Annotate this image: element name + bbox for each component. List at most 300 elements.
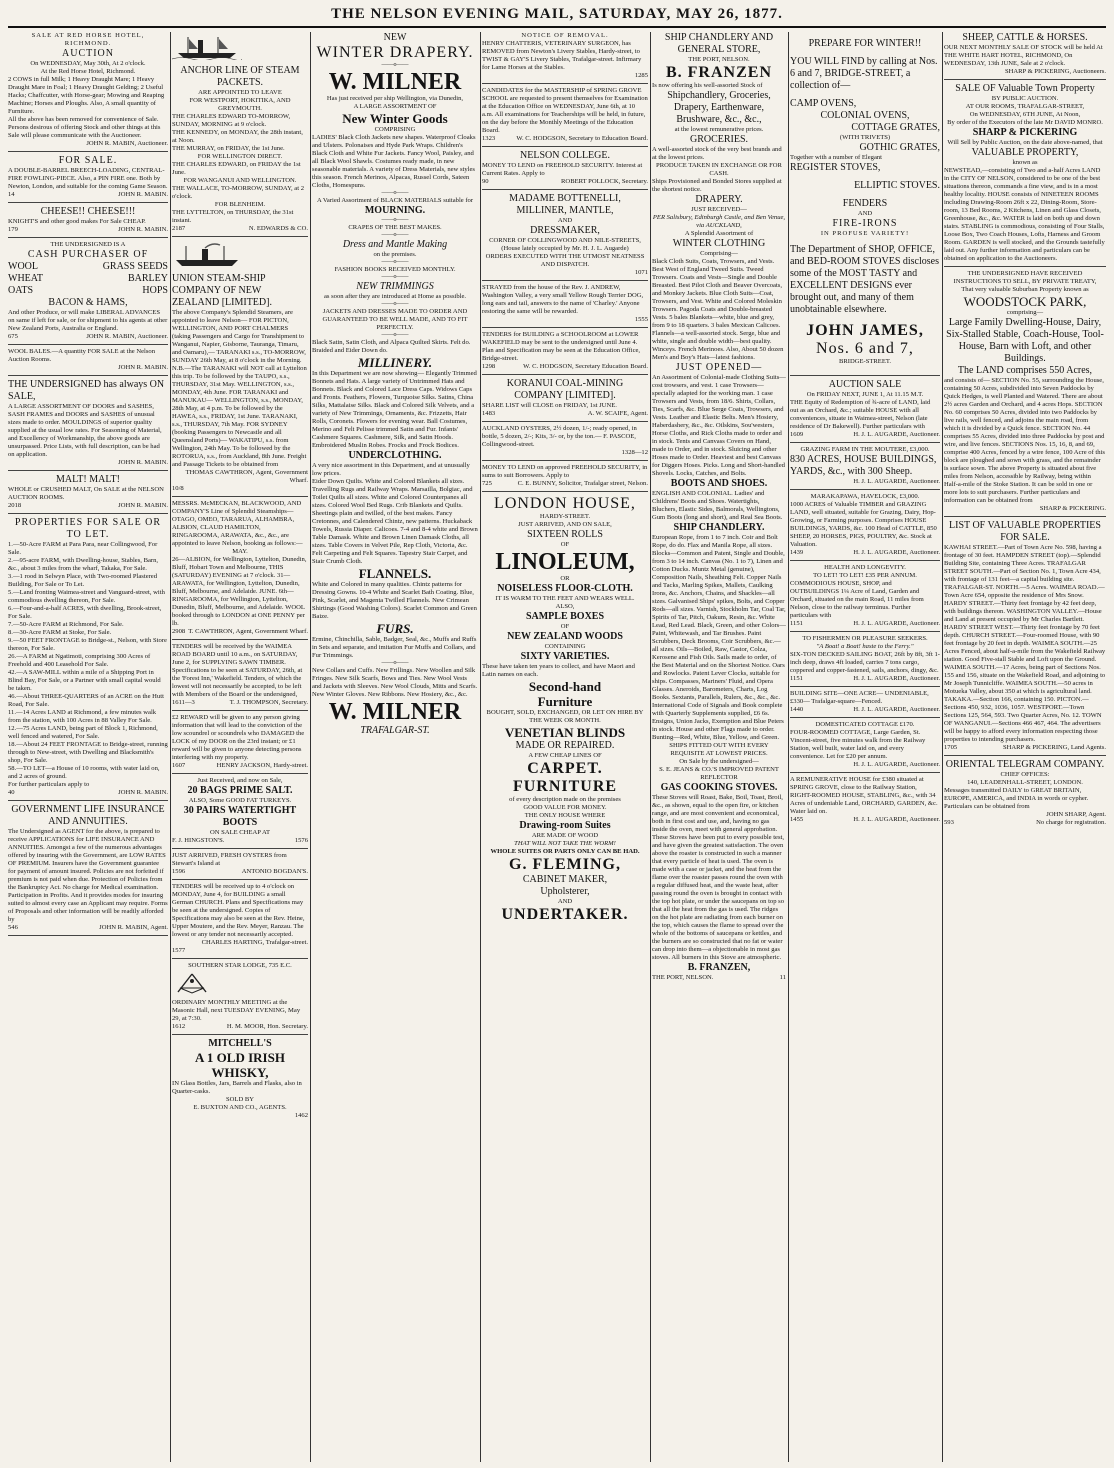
drapery-subheading: A Varied Assortment of BLACK MATERIALS suitable for (316, 197, 474, 204)
merchant-name: G. FLEMING, (509, 856, 621, 873)
advert-headline: Furniture (537, 694, 593, 709)
advert-number: 1440 (790, 706, 804, 713)
advert-number: 725 (482, 480, 492, 487)
advert-number: 1483 (482, 410, 496, 417)
advert-number: 1555 (634, 316, 648, 323)
advert-john-james (790, 32, 940, 376)
advert-signature: H. J. L. AUGARDE, Auctioneer. (853, 620, 940, 627)
advert-subtitle: ARE MADE OF WOOD (531, 832, 599, 839)
drapery-title: WINTER DRAPERY. (316, 44, 474, 61)
advert-hingston (172, 777, 308, 849)
advert-address: 140, LEADENHALL-STREET, LONDON. (967, 779, 1083, 786)
advert-title: 20 BAGS PRIME SALT. (187, 785, 293, 796)
advert-subtitle: CABINET MAKER, (522, 874, 608, 885)
property-item: 6.—Four-and-a-half ACRES, with dwelling, Brook-street, For Sale. (8, 605, 162, 620)
drapery-headline: FURS. (376, 621, 414, 636)
advert-title: MALT! MALT! (56, 474, 120, 485)
advert-body: A LARGE ASSORTMENT OF DOORS and SASHES, SASH FRAMES and DOORS and SASHES of unusual sizes made to order. MOULDINGS of superior quality supplied at the usual low rates. For Seasoning of Material, and Excellency of Workmanship, the above goods are unsurpassed. Price Lists, with full description, can be had on application. (8, 403, 162, 458)
advert-signature: H. M. MOOR, Hon. Secretary. (226, 1023, 308, 1030)
property-item: 42.—A SAW-MILL within a mile of a Shipping Port in Blind Bay, For Sale, or a Partner with small capital would be taken. (8, 669, 161, 692)
drapery-headline: MILLINERY. (357, 355, 433, 370)
column-rule (170, 32, 171, 1462)
advert-cottage (790, 721, 940, 773)
advert-title: TO FISHERMEN OR PLEASURE SEEKERS. (802, 635, 928, 642)
column-7 (944, 32, 1106, 1462)
advert-signature: THOMAS CAWTHRON, Agent, Government Wharf. (185, 469, 308, 484)
advert-strayed-dog (482, 284, 648, 328)
advert-title: UNION STEAM-SHIP COMPANY OF NEW ZEALAND [LIMITED]. (172, 273, 272, 308)
advert-signature: H. J. L. AUGARDE, Auctioneer. (853, 706, 940, 713)
advert-body: A REMUNERATIVE HOUSE for £380 situated at SPRING GROVE, close to the Railway Station, RIGHT-ROOMED HOUSE, STABLING, &c., with 34 Acres of undeniable Land, ORCHARD, GARDEN, &c. Water laid on. (790, 776, 938, 815)
advert-body: BOUGHT, SOLD, EXCHANGED, OR LET ON HIRE BY THE WEEK OR MONTH. (486, 709, 644, 724)
column-rule (650, 32, 651, 1462)
advert-list-of-properties (944, 520, 1106, 756)
advert-subtitle: ARE APPOINTED TO LEAVE (198, 89, 282, 96)
merchant-name: B. FRANZEN (665, 64, 772, 81)
advert-number: 1705 (944, 744, 958, 751)
advert-cash-purchaser (8, 241, 168, 345)
stock-list: European Rope, from 1 to 7 inch. Coir and Bolt Rope, do do. Flax and Manila Rope, all sizes. Blocks—Common and Patent, Single and Double, from 3 to 14 inch. Canvas (No. 1 to 7), Linen and Cotton Ducks. Muntz Metal (genuine), Composition Nails, Sheathing Felt. Copper Nails and Tacks, Marling Spikes, Mallets, Caulking Irons, &c. Anchors, Chains, and Shackles—all sizes. Galvanised Ships' spikes, Bolts, and Copper Rods—all sizes. Varnish, Stockholm Tar, Coal Tar, Spirits of Tar, Pitch, Oakum, Resin, &c. White Lead, Red Lead. Black, Green, and other Colors—Paint, Whitewash, and Tar Brushes. Paint Scrubbers, Deck Brooms, Coir Scrubbers, &c.—all sizes. Oils—Boiled, Raw, Castor, Colza, Kerosene and Fish Oils. Sails made to order, of the Best Material and on the Shortest Notice. Oars and Rowlocks. Patent Lever Clocks, suitable for ships. Compasses, Mariners' Fluid, and Opera Glasses. Aneroids, Barometers, Charts, Log Books. Sextants, Parallels, Rulers, &c., &c., &c. International Code of Signals and Book complete with Quarterly Supplements supplied, £6 6s. Ensigns, Union Jacks, Exemption and Blue Peters in stock. House and other Flags made to order. Bunting—Red, White, Blue, Yellow, and Green. (652, 534, 786, 741)
advert-signature: H. J. L. AUGARDE, Auctioneer. (853, 478, 940, 485)
advert-address: CORNER OF COLLINGWOOD AND NILE-STREETS, (489, 237, 641, 244)
advert-headline: VENETIAN BLINDS (504, 725, 626, 740)
advert-body: ORDERS EXECUTED WITH THE UTMOST NEATNESS AND DISPATCH. (485, 253, 645, 268)
advert-body: HENRY CHATTERIS, VETERINARY SURGEON, has REMOVED from Newton's Livery Stables, Hardy-street, to TWIST & GAY'S Livery Stables, Trafalgar-street. Infirmary for Lame Horses at the Stables. (482, 40, 642, 71)
advert-note: By order of the Executors of the late Mr DAVID MONRO. (947, 119, 1103, 126)
advert-town-property (944, 83, 1106, 267)
section-heading: JUST OPENED— (675, 362, 763, 373)
advert-body: TENDERS will be received up to 4 o'clock on MONDAY, June 4, for BUILDING a small German CHURCH. Plans and Specifications may be seen at the undersigned. Copies of Specifications may also be seen at the Rev. Heine, Upper Moutere, and the Rev. Meyer, Ranzau. The lowest or any tender not necessarily accepted. (172, 883, 305, 938)
advert-title: PREPARE FOR WINTER!! (808, 38, 922, 49)
advert-body: NEWSTEAD,—consisting of Two and a-half Acres LAND in the CITY OF NELSON, considered to be one of the best situations thereon, commands a fine view, and is in a most healthy locality. HOUSE consists of NINETEEN ROOMS including Drawing-Room 26ft x 22, Dining-Room, Store-room, 13 Bed Rooms, 2 Kitchens, Linen and Glass Closets, Greenhouse, &c., &c. WATER is laid on both up and down stairs. STABLING is commodious, consisting of Four Stalls, Loose Box, Two Coach Houses, Lofts, Harness and Groom Room. GARDEN is well stocked, and the Grounds tastefully laid out. Any further information and particulars can be obtained on application to the Auctioneers. (944, 167, 1105, 262)
advert-note: No charge for registration. (1036, 819, 1106, 826)
advert-masonic-lodge (172, 962, 308, 1035)
stove-item: FIRE-IRONS (832, 218, 898, 229)
property-item: 11.—14 Acres LAND at Richmond, a few minutes walk from the station, with 100 Acres in 88 Valley For Sale. (8, 709, 157, 724)
advert-subtitle: TO LET! TO LET! £35 PER ANNUM. (813, 572, 917, 579)
property-item: 12.—75 Acres LAND, being part of Block 1, Richmond, well fenced and watered, For Sale. (8, 725, 158, 740)
advert-headline: The LAND comprises 550 Acres, (957, 365, 1093, 376)
advert-subtitle: JUST ARRIVED, AND ON SALE, (518, 521, 612, 528)
stove-item: ELLIPTIC STOVES. (854, 180, 940, 191)
advert-body: Will Sell by Public Auction, on the date above-named, that (947, 139, 1103, 146)
advert-money-to-lend (482, 464, 648, 492)
advert-number: 1328—12 (621, 449, 648, 456)
drapery-list: New Collars and Cuffs. New Frillings. New Woollen and Silk Fringes. New Silk Scarfs, Bows and Ties. New Wool Vests and Jackets with Sleeves. New Wool Clouds, Mitts and Scarfs. New Winter Gloves. New Ribbons. New Hosiery, &c., &c. (312, 667, 478, 698)
advert-subtitle: AND (557, 217, 573, 224)
advert-number: 2908 (172, 628, 186, 635)
advert-place: At the Red Horse Hotel, Richmond. (40, 68, 136, 75)
advert-signature: JOHN SHARP, Agent. (1046, 811, 1106, 818)
advert-headline: WOODSTOCK PARK, (963, 294, 1087, 309)
advert-body: Messages transmitted DAILY to GREAT BRITAIN, EUROPE, AMERICA, and INDIA in words or cypher. Particulars can be obtained from (944, 787, 1089, 810)
advert-title: CHEESE!! CHEESE!!! (40, 206, 136, 217)
advert-headline: NOISELESS FLOOR-CLOTH. (497, 583, 633, 594)
advert-signature: E. BUXTON AND CO., AGENTS. (193, 1104, 287, 1111)
drapery-headline: UNDERCLOTHING. (348, 450, 442, 461)
advert-body: 26—ALBION, for Wellington, Lyttelton, Dunedin, Bluff, Hobart Town and Melbourne, THIS (SATURDAY) EVENING at 7 o'clock. 31—ARAWATA, for Wellington, Lyttelton, Dunedin, Bluff, Melbourne, and Adelaide. JUNE. 6th—RINGAROOMA, for Wellington, Lyttelton, Dunedin, Bluff, Melbourne, and Adelaide. WOOL booked through to LONDON at ONE PENNY per lb. (172, 556, 307, 627)
route-heading: FOR WANGANUI AND WELLINGTON. (183, 177, 297, 184)
advert-auction-sale-june (790, 379, 940, 443)
stove-item: REGISTER STOVES, (790, 162, 881, 173)
advert-quote: "A Boat! a Boat! haste to the Ferry." (816, 643, 914, 650)
advert-body: COMMODIOUS HOUSE, SHOP, and OUTBUILDINGS 1¼ Acre of Land, Garden and Orchard, situated on the main Road, 11 miles from Nelson, close to the railway terminus. Further particulars with (790, 580, 924, 619)
column-rule (480, 32, 481, 1462)
stock-list: Black Cloth Suits, Coats, Trowsers, and Vests. Best West of England Tweed Suits. Tweed Trowsers. Coats and Vests—Single and Double Breasted. Best Pilot Cloth and Beaver Overcoats, and Monkey Jackets. Blue Cloth Suits—Coat, Trowsers, and Vest. White and Colored Moleskin Trowsers. Pagoda Coats and Double-breasted Vests. 5 bales Blankets—white, blue and grey, from 9 to 18 quarters. 3 bales Mexican Calicoes. Flannels—a well-assorted stock. Serge, blue and white, single and double width—best quality. Winceys. French Merinoes. Also, About 50 dozen Men's and Boy's Hats—latest fashions. (652, 258, 784, 361)
advert-number: 11 (779, 974, 786, 981)
advert-title: MESSRS. McMECKAN, BLACKWOOD, AND COMPANY'S Line of Splendid Steamships—OTAGO, OMEO, TARARUA, ALHAMBRA, ALBION, CLAUD HAMILTON, RINGAROOMA, ARAWATA, &c., &c., are appointed to leave Nelson, booking as follows:— (172, 500, 303, 547)
advert-date: On WEDNESDAY, May 30th, At 2 o'clock. (30, 60, 146, 67)
advert-signature: HENRY JACKSON, Hardy-street. (216, 762, 308, 769)
advert-signature: SHARP & PICKERING, Auctioneers. (1004, 68, 1106, 75)
column-2 (172, 32, 308, 1462)
advert-subtitle: MILLINER, MANTLE, (516, 205, 614, 216)
advert-body: WHOLE SUITES OR PARTS ONLY CAN BE HAD. (490, 848, 640, 855)
drapery-list: LADIES' Black Cloth Jackets new shapes. Waterproof Cloaks and Ulsters. Polonaises and Hyde Park Wraps. Children's Black Cloth and White Fur Jackets. Fancy Wool, Paisley, and all Black Wool Shawls. Costumes ready made, in new seasonable materials. A variety of Dress Materials, new styles this season. French Merinos, Alpacas, Russel Cords, Sateen Cloths, Homespuns. (312, 134, 476, 189)
advert-union-steamship (172, 240, 308, 497)
advert-title: KORANUI COAL-MINING COMPANY [LIMITED]. (506, 378, 624, 401)
advert-subtitle: SIXTEEN ROLLS (527, 529, 603, 540)
advert-body: FOUR-ROOMED COTTAGE, Large Garden, St. Vincent-street, five minutes walk from the Railway Station, well built, water laid on, and every convenience. Let for £20 per annum. (790, 729, 926, 760)
section-heading: GROCERIES. (689, 134, 749, 145)
advert-marakapawa (790, 493, 940, 561)
advert-subtitle: comprising— (1006, 309, 1044, 316)
drapery-list: In this Department we are now showing— Elegantly Trimmed Bonnets and Hats. A large variety of Untrimmed Hats and Bonnets. Black and Colored Lace Dress Caps. Widows Caps and Fronts. Feathers, Flowers, Turquoise Silks. Satins, China Silks, Mattalaise Silks. Black and Colored Silk Velvets, and a variety of New Trimmings, Ornaments, &c. Frizzetts, Hair Rolls, Coronets. Flowers for evening wear. Ball Costumes, Merino and Felt Pelisse trimmed Satin and Fur. Infants' Cashmere Squares. Cashmere, Silk, and Satin Hoods. Embroidered Muslin Robes. Frocks and Frock Bodices. (312, 370, 477, 449)
advert-title: AUCTION SALE (828, 379, 902, 390)
advert-signature: CHARLES HARTING, Trafalgar-street. (201, 939, 308, 946)
advert-signature: JOHN R. MABIN. (118, 789, 168, 796)
sailing: THE CHARLES EDWARD TO-MORROW, SUNDAY, MORNING at 9 o'clock. (172, 113, 291, 128)
advert-signature: H. J. L. AUGARDE, Auctioneer. (853, 675, 940, 682)
advert-firm: SHARP & PICKERING (972, 127, 1078, 138)
column-3: NEW WINTER DRAPERY. ——o—— W. MILNER Has just received per ship Wellington, via Dunedin, A LARGE ASSORTMENT OF New Winter Goods COMPRISING LADIES' Black Cloth Jackets new shapes. Waterproof Cloaks and Ulsters. Polonaises and Hyde Park Wraps. Children's Black Cloth and White Fur Jackets. Fancy Wool, Paisley, and all Black Wool Shawls. Costumes ready made, in new seasonable materials. A variety of Dress Materials, new styles this season. French Merinos, Alpacas, Russel Cords, Sateen Cloths, Homespuns. ——o—— A Varied Assortment of BLACK MATERIALS suitable for MOURNING. ——o—— CRAPES OF THE BEST MAKES. ——o—— Dress and Mantle Making on the premises. ——o—— FASHION BOOKS RECEIVED MONTHLY. ——o—— NEW TRIMMINGS as soon after they are introduced at Home as possible. ——o—— JACKETS AND DRESSES MADE TO ORDER AND GUARANTEED TO BE WELL MADE, AND TO FIT PERFECTLY. ——o—— Black Satin, Satin Cloth, and Alpaca Quilted Skirts. Felt do. Braided and Eider Down do. MILLINERY. In this Department we are now showing— Elegantly Trimmed Bonnets and Hats. A large variety of Untrimmed Hats and Bonnets. Black and Colored Lace Dress Caps. Widows Caps and Fronts. Feathers, Flowers, Turquoise Silks. Satins, China Silks, Mattalaise Silks. Black and Colored Silk Velvets, and a variety of New Trimmings, Ornaments, &c. Frizzetts, Hair Rolls, Coronets. Flowers for evening wear. Ball Costumes, Merino and Felt Pelisse trimmed Satin and Fur. Infants' Cashmere Squares. Cashmere, Silk, and Satin Hoods. Embroidered Muslin Robes. Frocks and Frock Bodices. UNDERCLOTHING. A very nice assortment in this Department, and at unusually low prices. Eider Down Quilts. White and Colored Blankets all sizes. Travelling Rugs and Railway Wraps. Marsailla, Bolgiac, and Toilet Quilts all sizes. White and Colored Counterpanes all sizes. Colored Wool Bed Rugs. Crib Blankets and Quilts. Sheetings plain and twilled, of the best makes. Fancy Cretonnes, and Calendered Chintz, new patterns. Huckaback Towels, Russia Diaper. Calicoes. 7-4 and 8-4 white and Brown Table Damask. White and Brown Linen Damask Cloths, all sizes. Table Covers in Velvet Pile, Rep Cloth, Victoria, &c. Felt Carpeting and Felt Squares. Tapestry Stair Carpet, and Stair Crumb Cloth. FLANNELS. White and Colored in many qualities. Chintz patterns for Dressing Gowns. 10-4 White and Scarlet Bath Coating. Blue, Pink, Scarlet, and Magenta Twilled Flannels. New Crimean Shirtings (Good Washing Colors). Scarlet Common and Green Baize. FURS. Ermine, Chinchilla, Sable, Badger, Seal, &c., Muffs and Ruffs in Sets and separate, and imitation Fur Muffs and Collars, and Fur Trimmings. ——o—— New Collars and Cuffs. New Frillings. New Woollen and Silk Fringes. New Silk Scarfs, Bows and Ties. New Wool Vests and Jackets with Sleeves. New Wool Clouds, Mitts and Scarfs. New Winter Gloves. New Ribbons. New Hosiery, &c., &c. W. MILNER TRAFALGAR-ST. (312, 32, 478, 736)
advert-body: These Stoves will Roast, Bake, Boil, Toast, Broil, &c., as shown, equal to the open fire, or kitchen range, and are most convenient and economical, both in first cost and use, and, having no gas inside the oven, meet with general approbation. These Stoves have been put to every possible test, and have given the greatest satisfaction. The oven above the roaster is constructed in such a manner that every particle of heat is used. The oven is made with a case or jacket, and the heat from the flame over the roaster passes round the oven with a regular diffused heat, and the waste heat, after passing round the oven is brought in contact with the top hot plate, or under the saucepans on top so that all the heat from the gas is used. The ridges on the hot plate are radiating from each burner on the top, which causes the flame to spread over the whole of the bottoms of saucepans or kettles, and the burners are so constructed that no fat or water can drop into them—a objectionable in most gas stoves. All burners in this Stove are atmospheric. (652, 794, 785, 961)
advert-body: IT IS WARM TO THE FEET AND WEARS WELL. (495, 595, 635, 602)
advert-title: MARAKAPAWA, HAVELOCK, £3,000. (810, 493, 920, 500)
advert-subtitle: SOLD BY (225, 1096, 255, 1103)
advert-body: KNIGHT'S and other good makes For Sale CHEAP. (8, 218, 146, 225)
advert-signature: T. J. THOMPSON, Secretary. (229, 699, 308, 706)
advert-note: For further particulars apply to (8, 781, 90, 788)
advert-body: TENDERS will be received by the WAIMEA ROAD BOARD until 10 a.m., on SATURDAY, June 2, for SUPPLYING SAWN TIMBER. Specifications to be seen at SATURDAY, 26th, at the 'Forest Inn,' Wakefield. Tenders, of which the lowest will not necessarily be accepted, to be left with Members of the Board or the undersigned, (172, 643, 303, 698)
section-heading: GAS COOKING STOVES. (660, 782, 778, 793)
advert-signature: T. CAWTHRON, Agent, Government Wharf. (188, 628, 308, 635)
advert-number: 1577 (172, 947, 186, 954)
masthead: THE NELSON EVENING MAIL, SATURDAY, MAY 26, 1877. (331, 6, 783, 22)
advert-body: These have taken ten years to collect, and have Maori and Latin names on each. (482, 663, 635, 678)
property-item: 58.—TO LET—a House of 10 rooms, with water laid on, and 2 acres of ground. (8, 765, 160, 780)
advert-signature: JOHN R. MABIN. (118, 226, 168, 233)
advert-signature: ANTONIO BOGDAN'S. (241, 868, 308, 875)
advert-body: £2 REWARD will be given to any person giving information that will lead to the conviction of the low scoundrel or scoundrels who DAMAGED the LOCK of my DOOR on the 23rd instant; or £1 reward will be given to anyone detecting persons interfering with my property. (172, 714, 305, 761)
column-rule (788, 32, 789, 1462)
property-item: 26.—A FARM at Ngatimoti, comprising 300 Acres of Freehold and 400 Leasehold For Sale. (8, 653, 151, 668)
advert-signature: JOHN R. MABIN. (118, 191, 168, 198)
stove-item: (WITH TRIVETS) (839, 134, 891, 141)
drapery-headline: FLANNELS. (358, 566, 432, 581)
advert-title: PROPERTIES FOR SALE OR TO LET. (14, 517, 162, 540)
advert-headline: MADE OR REPAIRED. (515, 740, 615, 751)
advert-title: SALE OF Valuable Town Property (955, 83, 1095, 94)
advert-subtitle: On Sale by the undersigned— (679, 758, 759, 765)
advert-number: 1285 (634, 72, 648, 79)
advert-title: SHIP CHANDLERY AND GENERAL STORE, (664, 32, 774, 55)
advert-subtitle: JUST RECEIVED— (691, 206, 747, 213)
drapery-headline: New Winter Goods (342, 111, 448, 126)
advert-woodstock-park (944, 270, 1106, 517)
advert-title: DOMESTICATED COTTAGE £170. (815, 721, 915, 728)
advert-oysters (172, 852, 308, 880)
advert-number: 1611—3 (172, 699, 195, 706)
advert-body: TENDERS for BUILDING a SCHOOLROOM at LOWER WAKEFIELD may be sent to the undersigned until June 4. Plan and Specification may be seen at the Education Office, Bridge-street. (482, 331, 641, 362)
advert-body: ORDINARY MONTHLY MEETING at the Masonic Hall, next TUESDAY EVENING, May 29, at 7:30. (172, 999, 301, 1022)
advert-body: SIX-TON DECKED SAILING BOAT, 26ft by 8ft, 3ft 1-inch deep, draws 4ft loaded, carries 7 tons cargo, coppered and copper-fastened, sails, anchors, dingy, &c. (790, 651, 940, 674)
stove-item: COLONIAL OVENS, (820, 110, 910, 121)
column-1 (8, 32, 168, 1462)
advert-address: THE PORT, NELSON. (688, 56, 750, 63)
sailing: THE KENNEDY, on MONDAY, the 28th instant, at Noon. (172, 129, 303, 144)
advert-sailing-boat (790, 635, 940, 687)
advert-body: GOOD VALUE FOR MONEY. (523, 804, 607, 811)
advert-title: 30 PAIRS WATERTIGHT BOOTS (183, 805, 297, 828)
advert-body: MONEY TO LEND on approved FREEHOLD SECURITY, in sums to suit Borrowers. Apply to (482, 464, 648, 479)
advert-date: On WEDNESDAY, 6TH JUNE, At Noon, (969, 111, 1081, 118)
property-item: 46.—About THREE-QUARTERS of an ACRE on the Hutt Road, For Sale. (8, 693, 164, 708)
advert-body: Is now offering his well-assorted Stock of (652, 82, 763, 89)
advert-number: 90 (482, 178, 489, 185)
property-item: 3.—1 rood in Selwyn Place, with Two-roomed Plastered Building, For Sale or To Let. (8, 573, 158, 588)
sailing: THE CHARLES EDWARD, on FRIDAY the 1st June. (172, 161, 301, 176)
drapery-subheading: on the premises. (373, 251, 417, 258)
month-heading: MAY. (232, 548, 248, 555)
drapery-list: Eider Down Quilts. White and Colored Blankets all sizes. Travelling Rugs and Railway Wraps. Marsailla, Bolgiac, and Toilet Quilts all sizes. White and Colored Counterpanes all sizes. Colored Wool Bed Rugs. Crib Blankets and Quilts. Sheetings plain and twilled, of the best makes. Fancy Cretonnes, and Calendered Chintz, new patterns. Huckaback Towels, Russia Diaper. Calicoes. 7-4 and 8-4 white and Brown Table Damask. White and Brown Linen Damask Cloths, all sizes. Table Covers in Velvet Pile, Rep Cloth, Victoria, &c. Felt Carpeting and Felt Squares. Tapestry Stair Carpet, and Stair Crumb Cloth. (312, 478, 478, 565)
advert-signature: H. J. L. AUGARDE, Auctioneer. (853, 761, 940, 768)
advert-subtitle: OF (560, 623, 570, 630)
advert-title: NOTICE OF REMOVAL. (521, 32, 609, 39)
drapery-subheading: FASHION BOOKS RECEIVED MONTHLY. (334, 266, 456, 273)
advert-number: 1609 (790, 431, 804, 438)
advert-number: 1298 (482, 363, 496, 370)
advert-fowling-piece (8, 155, 168, 203)
drapery-list: Ermine, Chinchilla, Sable, Badger, Seal, &c., Muffs and Ruffs in Sets and separate, and imitation Fur Muffs and Collars, and Fur Trimmings. (312, 636, 477, 659)
advert-body: THE Equity of Redemption of ¾-acre of LAND, laid out as an Orchard, &c.; suitable HOUSE with all conveniences, situate in Waimea-street, Nelson (late residence of Dr Bakewell). Further particulars with (790, 399, 931, 430)
advert-number: 1151 (790, 620, 803, 627)
advert-reward (172, 714, 308, 774)
advert-body: And other Produce, or will make LIBERAL ADVANCES on same if left for sale, or for shipment to his agents at other New Zealand Ports, Australia or England. (8, 309, 168, 332)
advert-body: YOU WILL FIND by calling at Nos. 6 and 7, BRIDGE-STREET, a collection of— (790, 56, 938, 91)
masonic-emblem-icon (172, 972, 212, 994)
drapery-headline: NEW TRIMMINGS (356, 281, 434, 292)
masthead-rule (8, 26, 1106, 28)
advert-subtitle: A Splendid Assortment of (684, 230, 754, 237)
sailing: THE LYTTELTON, on THURSDAY, the 31st instant. (172, 209, 294, 224)
advert-number: 1323 (482, 135, 496, 142)
advert-subtitle: ALSO, Some GOOD FAT TURKEYS. (188, 797, 292, 804)
sailing: THE WALLACE, TO-MORROW, SUNDAY, at 2 o'clock. (172, 185, 305, 200)
merchant-address: BRIDGE-STREET. (838, 358, 892, 365)
section-heading: BOOTS AND SHOES. (670, 478, 768, 489)
advert-body: The above Company's Splendid Steamers, are appointed to leave Nelson— FOR PICTON, WELLINGTON, AND PORT CHALMERS (taking Passengers and Cargo for Transhipment to Wanganui, Napier, Gisborne, Tauranga, Timaru, and Oamaru),— TARANAKI s.s., TO-MORROW, SUNDAY 26th May, at 8 o'clock in the Morning. N.B.—The TARANAKI will NOT call at Lyttelton this trip. To be followed by the TAUPO, s.s., THURSDAY, 31st May. WELLINGTON, s.s., MONDAY, 4th June. FOR TARANAKI and MANUKAU— WELLINGTON, s.s., MONDAY, 28th May, at 4 p.m. To be followed by the HAWEA, s.s., FRIDAY, 1st June. TARANAKI, s.s., THURSDAY, 7th May. FOR SYDNEY (booking Passengers to Newcastle and all Queensland Ports)— WAKATIPU, s.s. from Wellington, 24th May. To be followed by the ROTORUA, s.s., from Auckland, 8th June. Freight and Passage Tickets to be obtained from (172, 309, 307, 468)
advert-signature: F. J. HINGSTON'S. (172, 837, 225, 844)
advert-title: GOVERNMENT LIFE INSURANCE AND ANNUITIES. (11, 804, 165, 827)
property-item: 8.—30-Acre FARM at Stoke, For Sale. (8, 629, 112, 636)
advert-notice-of-removal (482, 32, 648, 84)
property-item: 7.—50-Acre FARM at Richmond, For Sale. (8, 621, 124, 628)
advert-note: (House lately occupied by Mr. H. J. L. Augarde) (501, 245, 629, 252)
advert-title: THE UNDERSIGNED IS A (50, 241, 126, 248)
property-item: 18.—About 24 FEET FRONTAGE to Bridge-street, running through to New-street, with Dwelling and Blacksmith's shop, For Sale. (8, 741, 168, 764)
advert-headline: SAMPLE BOXES (525, 611, 605, 622)
drapery-subheading: COMPRISING (374, 126, 416, 133)
advert-number: 1462 (294, 1112, 308, 1119)
advert-subtitle: THE ONLY HOUSE WHERE (524, 812, 606, 819)
advert-remunerative-house (790, 776, 940, 827)
merchant-address: TRAFALGAR-ST. (360, 725, 430, 736)
advert-london-house (482, 495, 648, 927)
advert-address: THE PORT, NELSON. (652, 974, 714, 981)
advert-body: PER Salisbury, Edinburgh Castle, and Ben Venue, via AUCKLAND, (652, 214, 786, 229)
advert-number: 546 (8, 924, 18, 931)
advert-number: 1071 (634, 269, 648, 276)
advert-signature: A. W. SCAIFE, Agent. (587, 410, 648, 417)
sailing: THE MURRAY, on FRIDAY, the 1st June. (172, 145, 285, 152)
advert-signature: SHARP & PICKERING, Land Agents. (1002, 744, 1106, 751)
advert-headline: Drawing-room Suites (519, 820, 611, 831)
advert-signature: SHARP & PICKERING. (1039, 505, 1106, 512)
advert-subtitle: IN PROFUSE VARIETY! (820, 230, 910, 237)
advert-headline: VALUABLE PROPERTY, (971, 147, 1079, 158)
advert-note: All the above has been removed for convenience of Sale. Persons desirous of offering Stock and other things at this Sale will please communicate with the Auctioneer. (8, 116, 161, 139)
advert-signature: H. J. L. AUGARDE, Auctioneer. (853, 431, 940, 438)
advert-number: 2018 (8, 502, 22, 509)
advert-title: MITCHELL'S (208, 1038, 272, 1049)
drapery-subheading: as soon after they are introduced at Home as possible. (323, 293, 467, 300)
advert-body: OUR NEXT MONTHLY SALE OF STOCK will be held At THE WHITE HART HOTEL, RICHMOND, On WEDNESDAY, 13th JUNE, Sale at 2 o'clock. (944, 44, 1103, 67)
advert-signature: H. J. L. AUGARDE, Auctioneer. (853, 816, 940, 823)
produce-item: OATS (8, 285, 34, 296)
advert-church-tenders (172, 883, 308, 959)
advert-body: Ships Provisioned and Bonded Stores supplied at the shortest notice. (652, 178, 782, 193)
drapery-list: A very nice assortment in this Department, and at unusually low prices. (312, 462, 470, 477)
advert-subtitle: ON SALE CHEAP AT (209, 829, 271, 836)
column-rule (942, 32, 943, 1462)
advert-subtitle: CONTAINING (544, 643, 586, 650)
advert-body: 2 COWS in full Milk; 1 Heavy Draught Mare; 1 Heavy Draught Mare in Foal; 1 Heavy Draught Gelding; 2 Useful Hacks; Chaffcutter, with Horse-gear; Mowing and Reaping Machine; Horses and Ploughs. Also, A small quantity of Furniture. (8, 76, 165, 115)
advert-madame-bottenelli (482, 193, 648, 281)
advert-koranui-coal (482, 378, 648, 422)
column-rule (310, 32, 311, 1462)
merchant-address: Nos. 6 and 7, (816, 340, 914, 357)
advert-signature: H. J. L. AUGARDE, Auctioneer. (853, 549, 940, 556)
advert-signature: JOHN R. MABIN, Auctioneer. (86, 140, 168, 147)
advert-health-longevity (790, 564, 940, 632)
steamship-icon (172, 34, 242, 60)
advert-headline: UNDERTAKER. (501, 906, 629, 923)
advert-address: HARDY-STREET. (539, 513, 591, 520)
column-5 (652, 32, 786, 1462)
merchant-name: JOHN JAMES, (806, 322, 924, 339)
advert-government-life (8, 804, 168, 936)
advert-subtitle: DRESSMAKER, (530, 225, 600, 236)
advert-signature: JOHN R. MABIN. (118, 364, 168, 371)
drapery-intro: Has just received per ship Wellington, via Dunedin, (326, 95, 464, 102)
advert-schoolroom-tenders (482, 331, 648, 375)
advert-title: ANCHOR LINE OF STEAM PACKETS. (180, 65, 300, 88)
advert-body: of every description made on the premises (509, 796, 621, 803)
advert-subtitle: S. E. JEANS & CO.'S IMPROVED PATENT REFLECTOR (659, 766, 779, 781)
advert-number: 1612 (172, 1023, 186, 1030)
stock-list: ENGLISH AND COLONIAL. Ladies' and Childrens' Boots and Shoes. Watertights, Bluchers, Elastic Sides, Balmorals, Wellingtons, Gum Boots (long and short), and Real Sea Boots. (652, 490, 783, 521)
advert-title: MADAME BOTTENELLI, (509, 193, 621, 204)
property-item: 1.—50-Acre FARM at Para Para, near Collingwood, For Sale. (8, 541, 158, 556)
advert-number: 14 (8, 191, 15, 198)
advert-subtitle: A FEW CHEAP LINES OF (528, 752, 602, 759)
advert-body: The Undersigned as AGENT for the above, is prepared to receive APPLICATIONS for LIFE INSURANCE AND ANNUITIES. Amongst a few of the numerous advantages offered by insuring with the Government, are LOW RATES OF PREMIUM. Insurers have the Government guarantee for payment of amount insured. Policies are not forfeited if premium is not paid when due. Protection of Policies from the Bankruptcy Act. No charge for Medical examination. Participation in Profits. And it provides modes for insuring suited to almost every case an Applicant may require. Forms of Proposals and other information will be readily afforded by (8, 828, 168, 923)
advert-headline: LINOLEUM, (495, 549, 635, 575)
advert-number: 1596 (172, 868, 186, 875)
column-6 (790, 32, 940, 1462)
advert-signature: W. C. HODGSON, Secretary to Education Board. (516, 135, 648, 142)
steamship-icon (172, 242, 242, 268)
advert-title: LONDON HOUSE, (494, 495, 636, 512)
advert-body: WHOLE or CRUSHED MALT, On SALE at the NELSON AUCTION ROOMS. (8, 486, 164, 501)
advert-body: BUILDING SITE—ONE ACRE— UNDENIABLE, £330— Trafalgar-square—Fenced. (790, 690, 929, 705)
stove-item: AND (857, 210, 873, 217)
advert-number: 2187 (172, 225, 186, 232)
advert-red-horse-auction (8, 32, 168, 152)
advert-wool-bales (8, 348, 168, 376)
advert-place: AT OUR ROOMS, TRAFALGAR-STREET, (965, 103, 1085, 110)
property-item: 5.—Land fronting Waimea-street and Vanguard-street, with commodious dwelling thereon, For Sale. (8, 589, 165, 604)
advert-date: On FRIDAY NEXT, JUNE 1, At 11.15 M.T. (806, 391, 924, 398)
drapery-list: Black Satin, Satin Cloth, and Alpaca Quilted Skirts. Felt do. Braided and Eider Down do. (312, 339, 471, 354)
advert-subtitle: AND (557, 898, 573, 905)
advert-subtitle: Comprising— (700, 250, 738, 257)
column-4 (482, 32, 648, 1462)
advert-number: 179 (8, 226, 18, 233)
advert-number: 40 (8, 789, 15, 796)
advert-body: WOOL BALES.—A quantity FOR SALE at the Nelson Auction Rooms. (8, 348, 156, 363)
drapery-list: White and Colored in many qualities. Chintz patterns for Dressing Gowns. 10-4 White and Scarlet Bath Coating. Blue, Pink, Scarlet, and Magenta Twilled Flannels. New Crimean Shirtings (Good Washing Colors). Scarlet Common and Green Baize. (312, 581, 477, 620)
advert-doors-sashes (8, 379, 168, 471)
advert-signature: JOHN R. MABIN. (118, 459, 168, 466)
advert-body: STRAYED from the house of the Rev. J. ANDREW, Washington Valley, a very small Yellow Rough Terrier DOG, long ears and tail, answers to the name of 'Charley.' Anyone restoring the same will be rewarded. (482, 284, 644, 315)
section-heading: SHIP CHANDLERY. (673, 522, 765, 533)
advert-heading: Just Received, and now on Sale, (197, 777, 283, 784)
advert-title: HEALTH AND LONGEVITY. (824, 564, 906, 571)
stove-item: FENDERS (842, 198, 888, 209)
advert-number: 593 (944, 819, 954, 826)
advert-oriental-telegram (944, 759, 1106, 830)
advert-title: SALE AT RED HORSE HOTEL, RICHMOND. (31, 32, 145, 47)
section-heading: DRAPERY. (695, 194, 743, 205)
produce-item: HOPS (142, 285, 168, 296)
advert-signature: N. EDWARDS & CO. (248, 225, 308, 232)
produce-item: GRASS SEEDS (102, 261, 168, 272)
advert-number: 1576 (294, 837, 308, 844)
merchant-name: B. FRANZEN, (687, 962, 751, 973)
advert-number: 1455 (790, 816, 804, 823)
advert-body: JUST ARRIVED, FRESH OYSTERS from Stewart's Island at (172, 852, 287, 867)
merchant-name: W. MILNER (328, 699, 462, 725)
route-heading: FOR WESTPORT, HOKITIKA, AND GREYMOUTH. (189, 97, 291, 112)
merchant-name: W. MILNER (328, 69, 462, 95)
section-heading: WINTER CLOTHING (672, 238, 766, 249)
drapery-headline: MOURNING. (364, 205, 426, 216)
advert-signature: JOHN R. MABIN, Auctioneer. (86, 333, 168, 340)
advert-body: SHARE LIST will CLOSE on FRIDAY, 1st JUNE. (482, 402, 617, 409)
advert-cheese (8, 206, 168, 238)
